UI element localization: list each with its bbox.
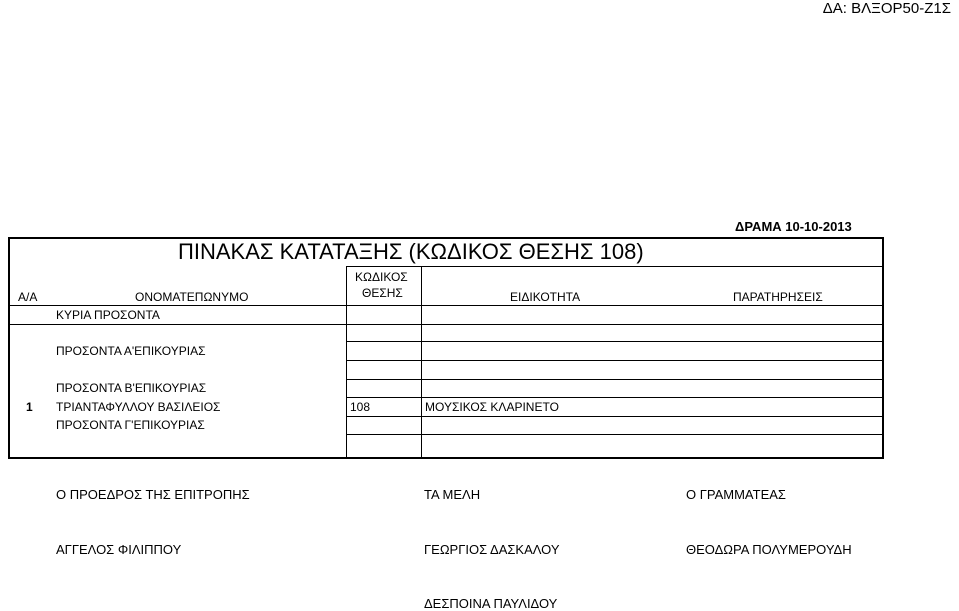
president-name: ΑΓΓΕΛΟΣ ΦΙΛΙΠΠΟΥ: [56, 542, 182, 557]
ada-code: ΔΑ: ΒΛΞΟΡ50-Ζ1Σ: [822, 0, 951, 17]
member2-name: ΔΕΣΠΟΙΝΑ ΠΑΥΛΙΔΟΥ: [424, 596, 558, 611]
header-notes: ΠΑΡΑΤΗΡΗΣΕΙΣ: [733, 290, 823, 304]
header-code-line1: ΚΩΔΙΚΟΣ: [355, 270, 408, 284]
header-aa: Α/Α: [18, 290, 38, 304]
row1-name: ΤΡΙΑΝΤΑΦΥΛΛΟΥ ΒΑΣΙΛΕΙΟΣ: [56, 400, 221, 414]
section-a: ΠΡΟΣΟΝΤΑ Α'ΕΠΙΚΟΥΡΙΑΣ: [56, 344, 206, 358]
members-title: ΤΑ ΜΕΛΗ: [424, 487, 481, 502]
secretary-name: ΘΕΟΔΩΡΑ ΠΟΛΥΜΕΡΟΥΔΗ: [686, 542, 852, 557]
president-title: Ο ΠΡΟΕΔΡΟΣ ΤΗΣ ΕΠΙΤΡΟΠΗΣ: [56, 487, 250, 502]
table-title: ΠΙΝΑΚΑΣ ΚΑΤΑΤΑΞΗΣ (ΚΩΔΙΚΟΣ ΘΕΣΗΣ 108): [178, 239, 644, 264]
header-code-line2: ΘΕΣΗΣ: [362, 286, 403, 300]
section-c: ΠΡΟΣΟΝΤΑ Γ'ΕΠΙΚΟΥΡΙΑΣ: [56, 418, 205, 432]
secretary-title: Ο ΓΡΑΜΜΑΤΕΑΣ: [686, 487, 786, 502]
row1-aa: 1: [26, 400, 33, 414]
header-name: ΟΝΟΜΑΤΕΠΩΝΥΜΟ: [135, 290, 249, 304]
section-b: ΠΡΟΣΟΝΤΑ Β'ΕΠΙΚΟΥΡΙΑΣ: [56, 381, 207, 395]
header-specialty: ΕΙΔΙΚΟΤΗΤΑ: [510, 290, 581, 304]
member1-name: ΓΕΩΡΓΙΟΣ ΔΑΣΚΑΛΟΥ: [424, 542, 560, 557]
row1-code: 108: [350, 400, 371, 414]
row1-specialty: ΜΟΥΣΙΚΟΣ ΚΛΑΡΙΝΕΤΟ: [425, 400, 559, 414]
date-line: ΔΡΑΜΑ 10-10-2013: [735, 219, 852, 234]
section-main: ΚΥΡΙΑ ΠΡΟΣΟΝΤΑ: [56, 308, 160, 322]
